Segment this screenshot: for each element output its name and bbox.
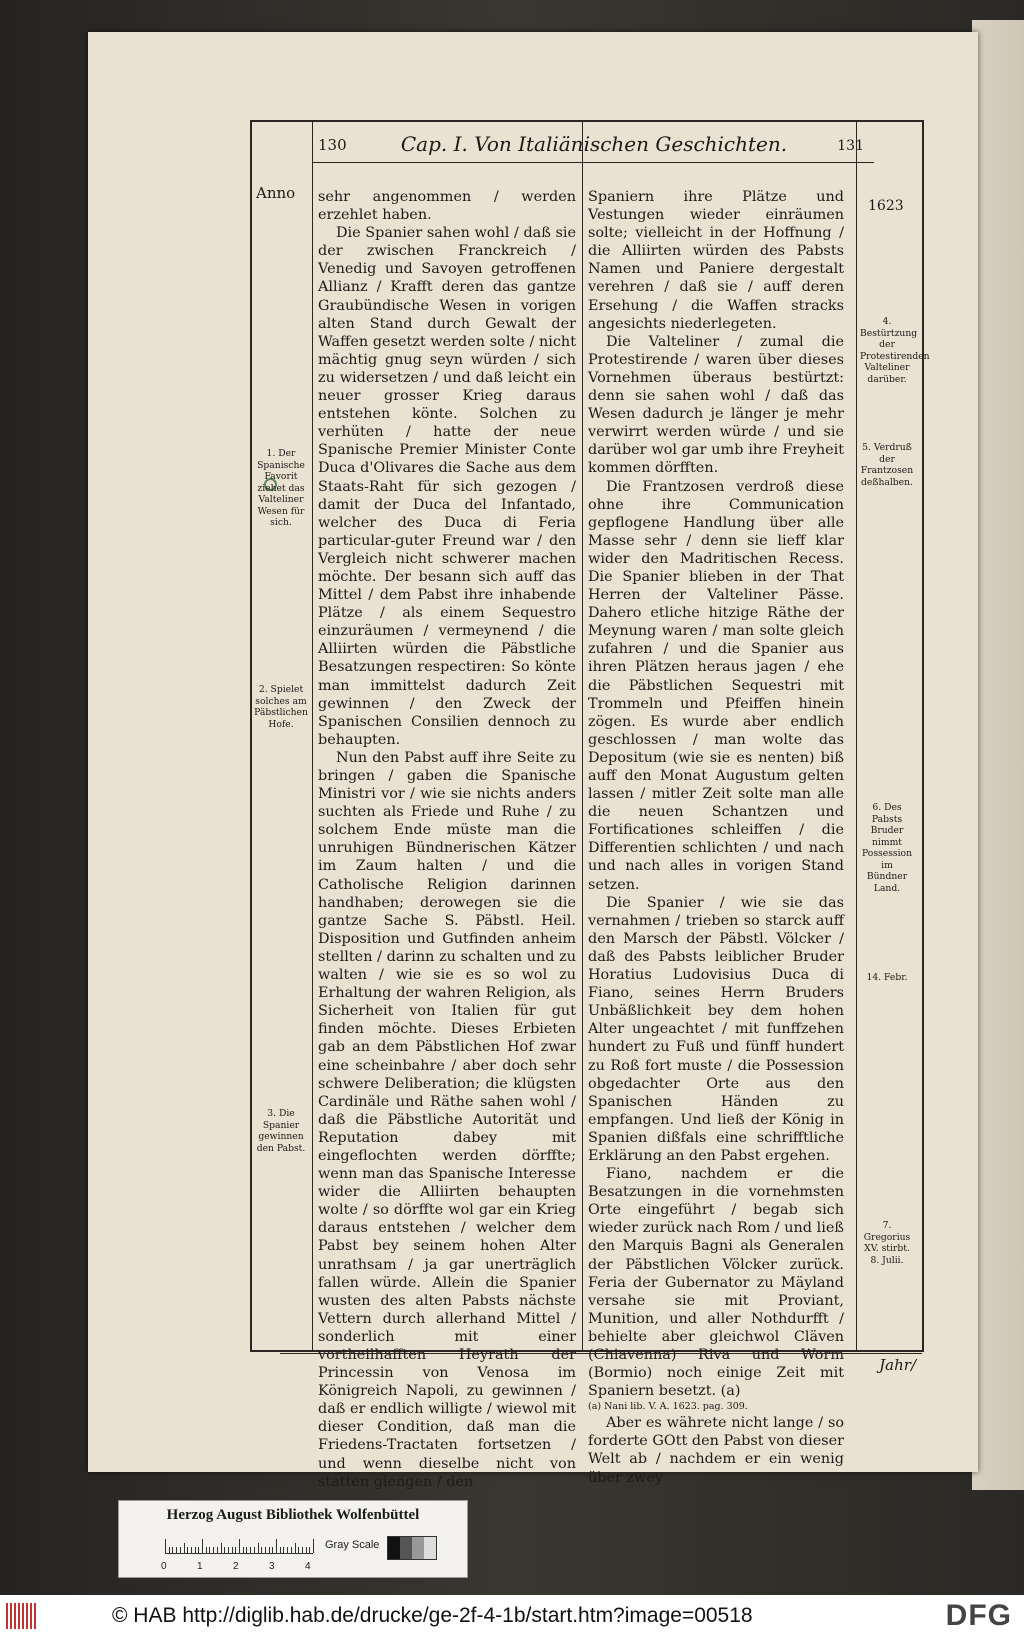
page-number-left: 130 <box>318 136 347 154</box>
ruler-tick <box>302 1547 303 1553</box>
gray-scale-label: Gray Scale <box>325 1539 380 1551</box>
ruler-tick <box>276 1539 277 1553</box>
ruler-tick <box>287 1547 288 1553</box>
next-page-edge <box>972 20 1024 1490</box>
margin-note-date: 14. Febr. <box>866 972 908 983</box>
ruler-tick <box>250 1547 251 1553</box>
ruler-tick <box>254 1547 255 1553</box>
running-header <box>318 126 870 160</box>
barcode-icon <box>6 1603 42 1629</box>
ruler-tick <box>228 1547 229 1553</box>
paragraph: Die Spanier / wie sie das vernahmen / trieben so starck auff den Marsch der Päbstl. Völcker / daß des Pabsts leiblicher Bruder Horatius Ludovisius Duca di Fiano, seines Herrn Bruders Unbäßlichkeit bey dem hohen Alter ungeachtet / mit funffzehen hundert zu Fuß und fünff hundert zu Roß fort muste / die Possession obgedachter Orte aus den Spanischen Händen zu empfangen. Und ließ der König in Spanien dißfals eine schrifftliche Erklärung an den Pabst ergehen. <box>588 894 844 1164</box>
credit-bar <box>0 1595 1024 1637</box>
ruler-tick <box>209 1547 210 1553</box>
ruler-tick <box>172 1547 173 1553</box>
book-page <box>88 32 978 1490</box>
ruler-tick <box>291 1547 292 1553</box>
ruler-tick <box>298 1547 299 1553</box>
ruler-tick <box>235 1547 236 1553</box>
page-number-right: 131 <box>837 138 864 154</box>
ruler-tick <box>243 1547 244 1553</box>
ruler-tick <box>269 1547 270 1553</box>
paragraph: Die Spanier sahen wohl / daß sie der zwischen Franckreich / Venedig und Savoyen getroffenen Allianz / Krafft deren das gantze Graubündische Wesen in vorigen alten Stand durch Gewalt der Waffen gesetzt werden solte / nicht mächtig gnug seyn würden / sich zu widersetzen / und daß leicht ein neuer grosser Krieg daraus entstehen könte. Solchen zu verhüten / hatte der neue Spanische Premier Minister Conte Duca d'Olivares die Sache aus dem Staats-Raht für sich gezogen / damit der Duca del Infantado, welcher des Duca di Feria particular-guter Freund war / den Vergleich nicht schwerer machen möchte. Der besann sich auff das Mittel / dem Pabst ihre inhabende Plätze / als einem Sequestro einzuräumen / vermeynend / die Alliirten würden die Päbstliche Besatzungen respectiren: So könte man immittelst dadurch Zeit gewinnen / den Zweck der Spanischen Consilien dennoch zu behaupten. <box>318 225 576 748</box>
year-label: 1623 <box>868 198 904 214</box>
ruler-tick <box>206 1547 207 1553</box>
paragraph: Spaniern ihre Plätze und Vestungen wieder einräumen solte; vielleicht in der Hoffnung / die Alliirten würden des Pabsts Namen und Paniere dergestalt verehren / daß sie / auff deren Ersehung / die Waffen stracks angesichts niederlegeten. <box>588 189 844 332</box>
ruler-tick <box>280 1547 281 1553</box>
margin-note-1: 1. Der Spanische Favorit ziehet das Valteliner Wesen für sich. <box>257 448 305 528</box>
ruler-tick <box>169 1547 170 1553</box>
library-label <box>118 1500 468 1578</box>
margin-note-5: 5. Verdruß der Frantzosen deßhalben. <box>860 442 914 488</box>
ruler-tick <box>261 1547 262 1553</box>
anno-label: Anno <box>256 184 296 202</box>
ruler-tick <box>176 1547 177 1553</box>
ruler-tick <box>191 1547 192 1553</box>
paragraph: Nun den Pabst auff ihre Seite zu bringen / gaben die Spanische Ministri vor / wie sie nichts anders suchten als Friede und Ruhe / zu solchem Ende müste man die unruhigen Bündnerischen Kätzer im Zaum halten / und die Catholische Religion darinnen handhaben; derowegen sie die gantze Sache S. Päbstl. Heil. Disposition und Gutfinden anheim stellten / darinn zu schalten und zu walten / wie sie es so wol zu Erhaltung der wahren Religion, als Sicherheit von Italien für gut finden möchte. Dieses Erbieten gab an dem Päbstlichen Hof zwar eine scheinbahre / aber doch sehr schwere Deliberation; die klügsten Cardinäle und Räthe sahen wohl / daß die Päbstliche Autorität und Reputation dabey mit eingeflochten werden dörffte; wenn man das Spanische Interesse wider die Alliirten behaupten wolte / so dörffte wol gar ein Krieg daraus entstehen / welcher dem Pabst bey seinem hohen Alter unrathsam / ja gar unerträglich fallen würde. Allein die Spanier wusten des alten Pabsts nächste Vettern durch allerhand Mittel / sonderlich mit einer vortheilhafften Heyrath der Princessin von Venosa im Königreich Napoli, zu gewinnen / daß er endlich willigte / wiewol mit dieser Condition, daß man die Friedens-Tractaten fortsetzen / und wenn dieselbe nicht von statten giengen / den <box>318 749 576 1490</box>
ruler-tick <box>202 1539 203 1553</box>
paragraph: Die Valteliner / zumal die Protestirende / waren über dieses Vornehmen überaus bestürtzt: denn sie sahen wohl / daß das Wesen dadurch je länger je mehr verwirrt werden würde / und sie darüber wol gar umb ihre Freyheit kommen dörfften. <box>588 333 844 477</box>
column-divider <box>582 122 583 1350</box>
library-name: Herzog August Bibliothek Wolfenbüttel <box>166 1507 420 1523</box>
paragraph: Aber es währete nicht lange / so forderte GOtt den Pabst von dieser Welt ab / nachdem er ein wenig über zwey <box>588 1415 844 1486</box>
header-rule <box>312 162 874 163</box>
chapter-title: Cap. I. Von Italiänischen Geschichten. <box>400 132 788 156</box>
ruler-tick <box>180 1547 181 1553</box>
ruler <box>165 1537 313 1554</box>
paragraph: Fiano, nachdem er die Besatzungen in die vornehmsten Orte eingeführt / begab sich wieder zurück nach Rom / und ließ den Marquis Bagni als Generalen der Päbstlichen Völcker zurück. Feria der Gubernator zu Mäyland versahe sie mit Proviant, Munition, und aller Nothdurfft / behielte aber gleichwol Cläven (Chiavenna) Riva und Worm (Bormio) noch einige Zeit mit Spaniern besetzt. (a) <box>588 1166 844 1400</box>
ruler-tick <box>295 1543 296 1553</box>
ruler-tick <box>246 1547 247 1553</box>
ruler-tick <box>283 1547 284 1553</box>
ruler-number: 4 <box>305 1561 311 1572</box>
margin-note-2: 2. Spielet solches am Päbstlichen Hofe. <box>254 684 308 730</box>
catchword: Jahr/ <box>879 1356 916 1374</box>
ruler-tick <box>239 1539 240 1553</box>
ruler-tick <box>198 1547 199 1553</box>
left-text-column <box>318 188 576 1490</box>
ruler-tick <box>221 1543 222 1553</box>
ruler-number: 3 <box>269 1561 275 1572</box>
right-text-column <box>588 188 844 1486</box>
ruler-tick <box>272 1547 273 1553</box>
ruler-number: 2 <box>233 1561 239 1572</box>
ruler-tick <box>258 1543 259 1553</box>
left-margin-rule <box>312 122 313 1350</box>
ruler-tick <box>265 1547 266 1553</box>
text-frame <box>250 120 930 1490</box>
dfg-logo: DFG <box>945 1599 1012 1632</box>
ruler-tick <box>213 1547 214 1553</box>
ruler-tick <box>306 1547 307 1553</box>
ruler-number: 1 <box>197 1561 203 1572</box>
ruler-tick <box>187 1547 188 1553</box>
right-margin-rule <box>856 122 857 1350</box>
credit-link[interactable]: © HAB http://diglib.hab.de/drucke/ge-2f-4-1b/start.htm?image=00518 <box>112 1604 753 1627</box>
ruler-tick <box>195 1547 196 1553</box>
gray-scale-swatch <box>387 1536 437 1560</box>
ruler-tick <box>232 1547 233 1553</box>
margin-note-7: 7. Gregorius XV. stirbt. 8. Julii. <box>863 1220 911 1266</box>
ruler-tick <box>309 1547 310 1553</box>
margin-note-4: 4. Bestürtzung der Protestirenden Valteliner darüber. <box>860 316 930 385</box>
ruler-tick <box>184 1543 185 1553</box>
margin-note-6: 6. Des Pabsts Bruder nimmt Possession im Bündner Land. <box>861 802 913 894</box>
footnote: (a) Nani lib. V. A. 1623. pag. 309. <box>588 1401 748 1413</box>
margin-note-3: 3. Die Spanier gewinnen den Pabst. <box>256 1108 306 1154</box>
ruler-tick <box>165 1539 166 1553</box>
ruler-number: 0 <box>161 1561 167 1572</box>
ruler-tick <box>224 1547 225 1553</box>
paragraph: Die Frantzosen verdroß diese ohne ihre Communication gepflogene Handlung über alle Masse sehr / denn sie lieff klar wider den Madritischen Recess. Die Spanier blieben in der That Herren der Valteliner Pässe. Dahero etliche hitzige Räthe der Meynung waren / man solte gleich zufahren / und die Spanier aus ihren Plätzen heraus jagen / ehe die Päbstlichen Sequestri mit Trommeln und Pfeiffen hinein zögen. Es wurde aber endlich geschlossen / man wolte das Depositum (wie sie es nenten) biß auff den Monat Augustum gelten lassen / mitler Zeit solte man alle die neuen Schantzen und Fortificationes schleiffen / die Differentien schlichten / und nach und nach alles in vorigen Stand setzen. <box>588 478 844 893</box>
ruler-tick <box>217 1547 218 1553</box>
bottom-rule <box>280 1353 922 1354</box>
paragraph: sehr angenommen / werden erzehlet haben. <box>318 189 576 224</box>
ruler-tick <box>313 1539 314 1553</box>
